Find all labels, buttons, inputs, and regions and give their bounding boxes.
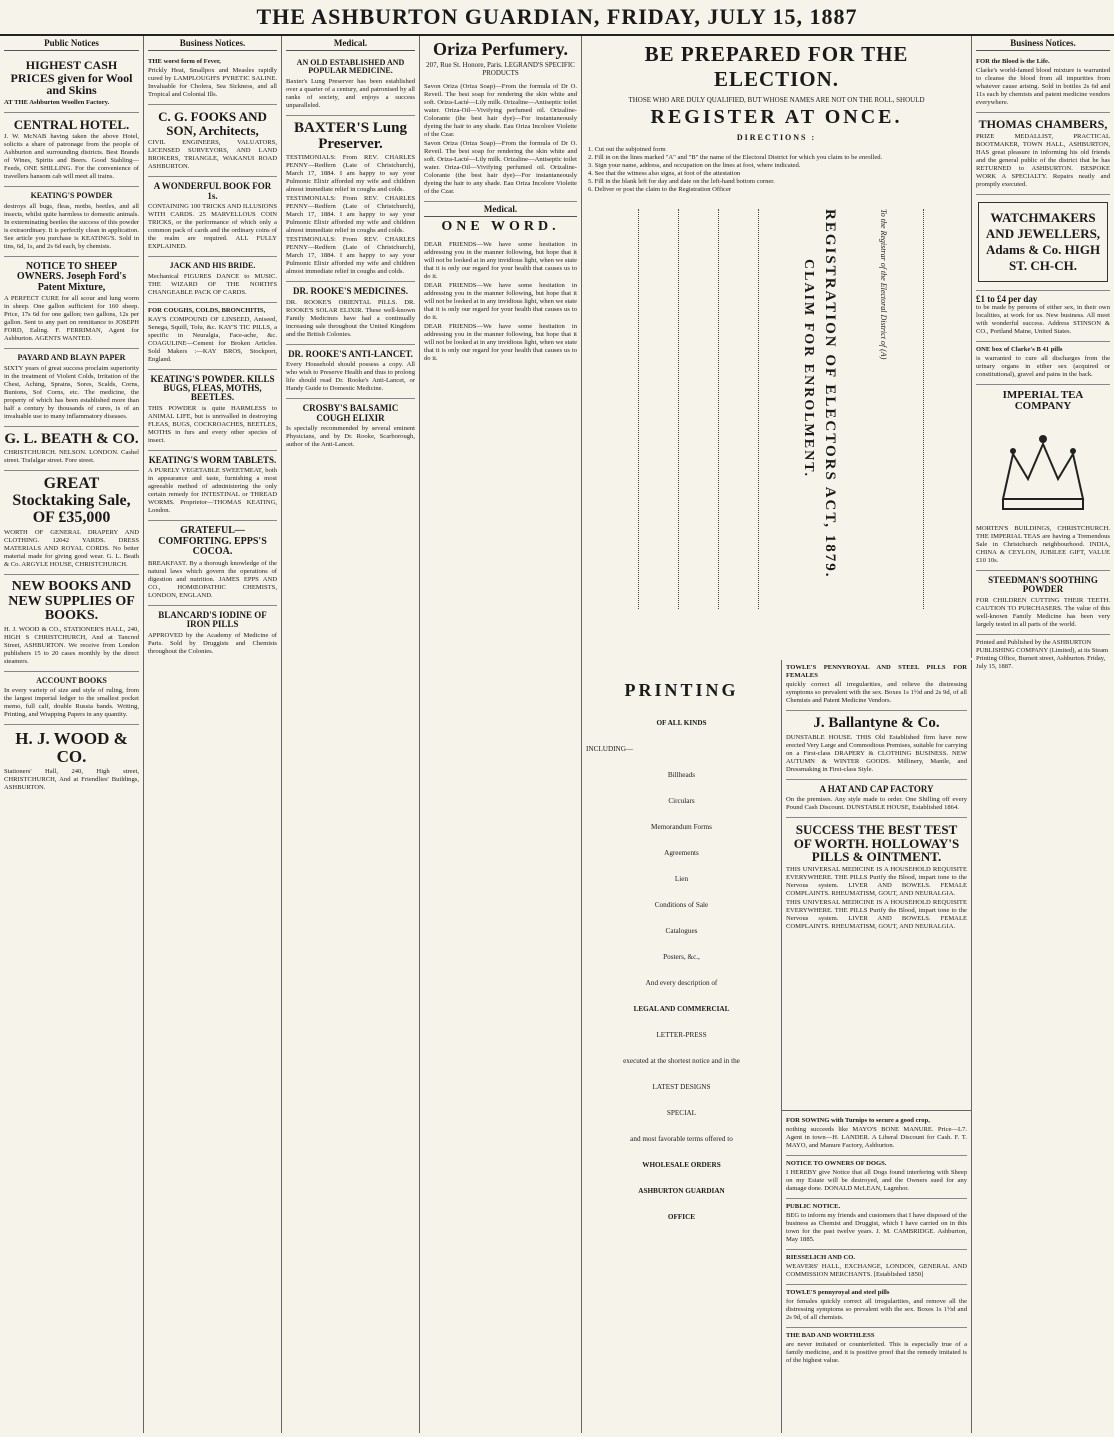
direction-item: 5. Fill in the blank left for day and date on the left-hand bottom corner. <box>588 178 775 185</box>
ad-body: WORTH OF GENERAL DRAPERY AND CLOTHING. 12042 YARDS. DRESS MATERIALS AND ROYAL CORDS. No better material made for giving good wear. G. L. Beath & Co. ARGYLE HOUSE, CHRISTCHURCH. <box>4 528 139 568</box>
form-dotted-line <box>678 209 680 609</box>
ad-worm-tablets <box>148 451 277 521</box>
ad-imperial-tea <box>976 385 1110 571</box>
form-title: REGISTRATION OF ELECTORS ACT, 1879. <box>822 209 838 579</box>
form-dotted-line <box>758 209 760 609</box>
ad-body: DR. ROOKE'S ORIENTAL PILLS. DR. ROOKE'S SOLAR ELIXIR. These well-known Family Medicines have had a continually increasing sale throughout the United Kingdom and the British Colonies. <box>286 298 415 338</box>
ad-title: KEATING'S POWDER <box>30 191 113 201</box>
column-medical <box>282 36 420 1433</box>
ad-title: CROSBY'S BALSAMIC COUGH ELIXIR <box>302 403 399 423</box>
ad-title: THOMAS CHAMBERS, <box>978 117 1108 131</box>
ad-title: THE BAD AND WORTHLESS <box>786 1332 875 1339</box>
one-word-title: ONE WORD. <box>441 218 560 234</box>
ad-title: A HAT AND CAP FACTORY <box>819 783 934 794</box>
ad-body: to be made by persons of either sex, in their own localities, at work for us. New business. All meet with wonderful success. Address STINSON & CO., Portland Maine, United States. <box>976 303 1110 335</box>
printing-line: and most favorable terms offered to <box>630 1135 733 1143</box>
form-dotted-line <box>638 209 640 609</box>
ad-title: AN OLD ESTABLISHED AND POPULAR MEDICINE. <box>296 58 405 76</box>
ad-body: FOR CHILDREN CUTTING THEIR TEETH. CAUTION TO PURCHASERS. The value of this well-known Family Medicine has been very largely tested in all parts of the world. <box>976 596 1110 628</box>
ad-towle-pills <box>786 660 967 711</box>
ad-new-books <box>4 575 139 672</box>
ad-body: Clarke's world-famed blood mixture is warranted to cleanse the blood from all impurities from whatever cause arising. Sold in bottles 2s 6d and 11s each by chemists and patent medicine vendors everywhere. <box>976 67 1110 106</box>
ad-title: GRATEFUL—COMFORTING. EPPS'S COCOA. <box>158 525 267 558</box>
ad-payard-paper <box>4 349 139 426</box>
ad-title: RIESSELICH AND CO. <box>786 1254 856 1261</box>
ad-body: In every variety of size and style of ruling, from the largest imperial ledger to the smallest pocket memo, full calf, double Russia bands. Writing, Printing, and Wrapping Papers in any quantity. <box>4 687 139 719</box>
printing-line: Lien <box>674 875 689 883</box>
column-header: Business Notices. <box>976 36 1110 51</box>
ad-title: NEW BOOKS AND NEW SUPPLIES OF BOOKS. <box>8 578 135 624</box>
crown-emblem-icon <box>983 419 1103 519</box>
printing-line: Conditions of Sale <box>654 901 709 909</box>
ad-title: BAXTER'S Lung Preserver. <box>294 119 407 152</box>
ad-body: BREAKFAST. By a thorough knowledge of the natural laws which govern the operations of digestion and nutrition. JAMES EPPS AND CO., HOMŒOPATHIC CHEMISTS, LONDON, ENGLAND. <box>148 559 277 599</box>
ad-public-notice <box>786 1199 967 1250</box>
ad-mayo-manure <box>786 1113 967 1156</box>
printing-line: ASHBURTON GUARDIAN <box>638 1187 725 1195</box>
ad-body: Stationers' Hall, 240, High street, CHRISTCHURCH, And at Friendlies' Buildings, ASHBURTON. <box>4 767 139 791</box>
masthead-title: THE ASHBURTON GUARDIAN, FRIDAY, JULY 15, 1887 <box>256 4 858 29</box>
ad-body: SIXTY years of great success proclaim superiority in the treatment of Violent Colds, Irritation of the Chest, Aching, Sprains, Sores, Scalds, Corns, Bunions, Sof Corns, etc. The medicine, the property of which has been established more than half a century by thousands of cures, is of an invaluable use to many inflammatory diseases. <box>4 364 139 420</box>
ad-title: £1 to £4 per day <box>976 293 1038 304</box>
printing-line: SPECIAL <box>666 1109 697 1117</box>
ad-chambers <box>976 113 1110 195</box>
printing-line: INCLUDING— <box>586 745 634 753</box>
imprint: Printed and Published by the ASHBURTON PUBLISHING COMPANY (Limited), at its Steam Printing Office, Burnett street, Ashburton. Friday, July 15, 1887. <box>976 638 1109 670</box>
ad-title: DR. ROOKE'S MEDICINES. <box>292 286 409 297</box>
column-header: Medical. <box>286 36 415 51</box>
direction-item: 1. Cut out the subjoined form <box>588 146 666 153</box>
ad-blancard <box>148 606 277 661</box>
ad-body: I HEREBY give Notice that all Dogs found interfering with Sheep on my Estate will be destroyed, and the Owners sued for any damage done. DONALD McLEAN, Lagmhor. <box>786 1169 967 1192</box>
ad-body: nothing succeeds like MAYO'S BONE MANURE. Price—L7. Agent in town—H. LANDER. A Liberal Discount for Cash. F. T. MAYO, and Manure Factory, Ashburton. <box>786 1126 967 1149</box>
election-notice <box>582 36 972 658</box>
ad-body: TESTIMONIALS: From REV. CHARLES PENNY—Redfern (Late of Christchurch), March 17, 1884. I am happy to say your Pulmonic Elixir afforded my wife and children almost immediate relief in coughs and colds. <box>286 154 415 194</box>
ad-title: FOR COUGHS, COLDS, BRONCHITIS, <box>148 306 266 314</box>
ad-title: FOR the Blood is the Life. <box>976 58 1050 65</box>
ad-keatings-powder <box>4 187 139 256</box>
ad-fooks-architects <box>148 105 277 177</box>
election-intro: THOSE WHO ARE DULY QUALIFIED, BUT WHOSE NAMES ARE NOT ON THE ROLL, SHOULD <box>628 96 925 104</box>
ad-body: CIVIL ENGINEERS, VALUATORS, LICENSED SURVEYORS, AND LAND BROKERS, TRIANGLE, WAKANUI ROAD ASHBURTON. <box>148 139 277 171</box>
ad-bad-worthless <box>786 1328 967 1370</box>
ad-keatings-kills <box>148 370 277 451</box>
ad-body: On the premises. Any style made to order. One Shilling off every Pound Cash Discount. DUNSTABLE HOUSE, Established 1864. <box>786 796 967 812</box>
ad-body: Every Household should possess a copy. All who wish to Preserve Health and thus to prolong life should read Dr. Rooke's Anti-Lancet, or Handy Guide to Domestic Medicine. <box>286 361 415 393</box>
ad-body: for females quickly correct all irregularities, and remove all the distressing symptoms so prevalent with the sex. Boxes 1s 1½d and 2s 9d, of all chemists. <box>786 1298 967 1321</box>
ad-title: SUCCESS THE BEST TEST OF WORTH. HOLLOWAY'S PILLS & OINTMENT. <box>793 822 960 865</box>
ad-body: are never imitated or counterfeited. This is especially true of a family medicine, and it is positive proof that the remedy imitated is of the highest value. <box>786 1341 967 1364</box>
ad-clarke-blood <box>976 54 1110 113</box>
ad-title: DR. ROOKE'S ANTI-LANCET. <box>288 348 413 359</box>
ad-title: H. J. WOOD & CO. <box>15 729 128 767</box>
ad-wood-footer <box>4 725 139 797</box>
ad-adams-jewellers <box>976 195 1110 291</box>
ad-jack-bride <box>148 257 277 302</box>
ad-body: is warranted to cure all discharges from the urinary organs in either sex (acquired or constitutional), gravel and pains in the back. <box>976 354 1110 378</box>
ad-rooke-medicines <box>286 282 415 344</box>
ad-crosby-elixir <box>286 399 415 454</box>
ad-body: destroys all bugs, fleas, moths, beetles, and all insects, whilst quite harmless to domestic animals. In exterminating beetles the success of this powder is extraordinary. It is perfectly clean in application. See article you purchase is KEATING'S. Sold in tins, 6d, 1s, and 2s 6d each, by chemists. <box>4 202 139 250</box>
ad-stocktaking-sale <box>4 471 139 574</box>
ad-body: BEG to inform my friends and customers that I have disposed of the business as Chemist and Druggist, which I have carried on in this town for the past twelve years. J. M. CAMBRIDGE. Ashburton, May 1885. <box>786 1212 967 1243</box>
ad-body: THIS UNIVERSAL MEDICINE IS A HOUSEHOLD REQUISITE EVERYWHERE. THE PILLS Purify the Blood, impart tone to the Nervous system. LIVER AND BOWELS. FEMALE COMPLAINTS. RHEUMATISM, GOUT, AND NEURALGIA. <box>786 866 967 898</box>
ad-body: H. J. WOOD & CO., STATIONER'S HALL, 240, HIGH S CHRISTCHURCH, And at Tancred Street, ASHBURTON. We receive from London publishers 15 to 20 cases monthly by the direct steamers. <box>4 625 139 665</box>
ad-account-books <box>4 672 139 725</box>
form-dotted-line <box>923 209 925 609</box>
oriza-title: Oriza Perfumery. <box>433 39 568 59</box>
ad-body-extra: TESTIMONIALS: From REV. CHARLES PENNY—Redfern (Late of Christchurch), March 17, 1884. I am happy to say your Pulmonic Elixir afforded my wife and children almost immediate relief in coughs and colds. <box>286 236 415 276</box>
ad-body-extra: DEAR FRIENDS—We have some hesitation in addressing you in the manner following, but hope that it will not be looked at in any invidious light, when we state that it is only our regard for your health that causes us to do it. <box>424 322 577 362</box>
ad-body: PRIZE MEDALLIST, PRACTICAL BOOTMAKER, TOWN HALL, ASHBURTON, HAS great pleasure in informing his old friends and the general public of the district that he has RETURNED to ASHBURTON. BESPOKE WORK A SPECIALTY. Repairs neatly and promptly executed. <box>976 132 1110 188</box>
ad-one-word <box>424 237 577 368</box>
masthead <box>0 0 1114 36</box>
ad-body: MORTEN'S BUILDINGS, CHRISTCHURCH. THE IMPERIAL TEAS are having a Tremendous Sale in Christchurch neighbourhood. INDIA, CHINA & CEYLON, JUBILEE GIFT, VALUE £10 10s. <box>976 524 1110 564</box>
printing-line: LEGAL AND COMMERCIAL <box>633 1005 730 1013</box>
ad-title: TOWLE'S pennyroyal and steel pills <box>786 1289 890 1296</box>
direction-item: 3. Sign your name, address, and occupation on the lines at foot, where indicated. <box>588 162 801 169</box>
ad-title: WATCHMAKERS AND JEWELLERS, Adams & Co. HIGH ST. CH-CH. <box>985 209 1101 273</box>
ad-earn-money <box>976 291 1110 342</box>
ad-title: ONE box of Clarke's B 41 pills <box>976 345 1063 353</box>
printing-line: LATEST DESIGNS <box>652 1083 711 1091</box>
ad-title: KEATING'S WORM TABLETS. <box>148 454 277 465</box>
form-to: To the Registrar of the Electoral District of (A) <box>879 209 888 360</box>
ad-body: Prickly Heat, Smallpox and Measles rapidly cured by LAMPLOUGH'S PYRETIC SALINE. Invaluable for Cholera, Sea Sickness, and all Tropical and Colonial Ills. <box>148 67 277 98</box>
ad-title: A WONDERFUL BOOK FOR 1s. <box>153 181 272 201</box>
ad-wonderful-book <box>148 177 277 257</box>
printing-line: Agreements <box>664 849 699 857</box>
directions-header: DIRECTIONS : <box>736 133 817 142</box>
ad-central-hotel <box>4 113 139 188</box>
ad-body: Savon Oriza (Oriza Soap)—From the formula of Dr O. Reveil. The best soap for rendering the skin white and soft. Oriza-Lacté—Lily milk. Orizaline—Antiseptic toilet water. Oriza-Oil—Vivifying perfumed oil. Orizaline-Colorante (the best hair dye)—For instantaneously dyeing the hair to any shade. Eau Oriza Incolore Violette of the Czar. <box>424 82 577 138</box>
ad-body: DEAR FRIENDS—We have some hesitation in addressing you in the manner following, but hope that it will not be looked at in any invidious light, when we state that it is only our regard for your health that causes us to do it. <box>424 240 577 280</box>
ad-title: CENTRAL HOTEL. <box>13 116 130 132</box>
column-business-notices <box>144 36 282 1433</box>
ad-title: PUBLIC NOTICE. <box>786 1203 841 1210</box>
ad-body: CONTAINING 100 TRICKS AND ILLUSIONS WITH CARDS. 25 MARVELLOUS COIN TRICKS, or the performance of which only a common pack of cards and the ordinary coins of the realm are required. ALL FULLY EXPLAINED. <box>148 203 277 251</box>
ad-body: CHRISTCHURCH. NELSON. LONDON. Cashel street. Trafalgar street. Fore street. <box>4 449 139 465</box>
ad-body: A PERFECT CURE for all scour and lung worm in sheep. One gallon sufficient for 160 sheep. Price, 17s 6d for one gallon; two gallons, 12s per gallon. Sent to any part on remittance to JOSEPH FORD, Ealing. F. FERRIMAN, Agent for Ashburton. AGENTS WANTED. <box>4 295 139 343</box>
ad-body-extra: THIS UNIVERSAL MEDICINE IS A HOUSEHOLD REQUISITE EVERYWHERE. THE PILLS Purify the Blood, impart tone to the Nervous system. LIVER AND BOWELS. FEMALE COMPLAINTS. RHEUMATISM, GOUT, AND NEURALGIA. <box>786 899 967 931</box>
ad-title: STEEDMAN'S SOOTHING POWDER <box>988 574 1098 595</box>
printing-line: Billheads <box>667 771 696 779</box>
ad-towle-steel <box>786 1285 967 1328</box>
directions-list <box>588 146 965 193</box>
ad-title: C. G. FOOKS AND SON, Architects, <box>158 109 267 138</box>
ad-lamplough <box>148 54 277 105</box>
printing-line: LETTER-PRESS <box>656 1031 707 1039</box>
ad-title: FOR SOWING with Turnips to secure a good crop, <box>786 1117 930 1124</box>
column-mixed-b <box>782 1110 972 1433</box>
direction-item: 4. See that the witness also signs, at foot of the attestation <box>588 170 741 177</box>
ad-wool-skins <box>4 54 139 113</box>
ad-old-medicine <box>286 54 415 116</box>
column-header: Business Notices. <box>148 36 277 51</box>
ad-riesselich <box>786 1250 967 1285</box>
ad-title: GREAT Stocktaking Sale, OF £35,000 <box>12 475 131 527</box>
ad-body: Is specially recommended by several eminent Physicians, and by Dr. Rooke, Scarborough, author of the Anti-Lancet. <box>286 425 415 449</box>
printing-line: Catalogues <box>665 927 698 935</box>
printing-line: Memorandum Forms <box>651 823 712 831</box>
ad-title: HIGHEST CASH PRICES given for Wool and Skins <box>10 58 133 98</box>
ad-body-extra: Savon Oriza (Oriza Soap)—From the formula of Dr O. Reveil. The best soap for rendering the skin white and soft. Oriza-Lacté—Lily milk. Orizaline—Antiseptic toilet water. Oriza-Oil—Vivifying perfumed oil. Orizaline-Colorante (the best hair dye)—For instantaneously dyeing the hair to any shade. Eau Oriza Incolore Violette of the Czar. <box>424 139 577 195</box>
form-dotted-line <box>718 209 720 609</box>
ad-body: KAY'S COMPOUND OF LINSEED, Aniseed, Senega, Squill, Tolu, &c. KAY'S TIC PILLS, a specific in Neuralgia, Face-ache, &c. COAGULINE—Cement for Broken Articles. Sold Makers :—KAY BROS, Stockport, England. <box>148 315 277 363</box>
column-header: Public Notices <box>4 36 139 51</box>
ad-body: AT THE Ashburton Woollen Factory. <box>4 98 110 106</box>
ad-steedman <box>976 571 1110 635</box>
election-title: BE PREPARED FOR THE ELECTION. <box>644 42 909 91</box>
ad-body: A PURELY VEGETABLE SWEETMEAT, both in appearance and taste, furnishing a most agreeable method of administering the only certain remedy for INTESTINAL or THREAD WORMS. Proprietor—THOMAS KEATING, London. <box>148 467 277 515</box>
ad-body: Mechanical FIGURES DANCE to MUSIC. THE WIZARD OF THE NORTH'S CHANGEABLE PACK OF CARDS. <box>148 272 277 296</box>
ad-baxter-lung <box>286 116 415 283</box>
ad-title: ACCOUNT BOOKS <box>36 675 107 685</box>
ad-title: BLANCARD'S IODINE OF IRON PILLS <box>158 609 267 630</box>
ad-title: JACK AND HIS BRIDE. <box>169 261 256 271</box>
oriza-subtitle: 207, Rue St. Honore, Paris. LEGRAND'S SPECIFIC PRODUCTS <box>426 60 575 77</box>
printing-line: WHOLESALE ORDERS <box>642 1161 721 1169</box>
ad-title: TOWLE'S PENNYROYAL AND STEEL PILLS FOR FEMALES <box>786 664 967 679</box>
column-oriza <box>420 36 582 1433</box>
ad-body: Baxter's Lung Preserver has been established over a quarter of a century, and patronised by all ranks of society, and enjoys a success unparalleled. <box>286 77 415 109</box>
ad-rooke-anti-lancet <box>286 345 415 399</box>
column-business-right <box>972 36 1114 1433</box>
ad-clarke-pills <box>976 342 1110 385</box>
printing-line: OF ALL KINDS <box>656 719 707 727</box>
ad-title: THE worst form of Fever, <box>148 58 221 65</box>
ad-oriza-body <box>424 79 577 202</box>
printing-line: Circulars <box>668 797 695 805</box>
ad-joseph-ford <box>4 257 139 350</box>
printing-line: OFFICE <box>667 1213 696 1221</box>
ad-dogs-notice <box>786 1156 967 1199</box>
direction-item: 6. Deliver or post the claim to the Registration Officer <box>588 186 732 193</box>
ad-kay-bros <box>148 303 277 370</box>
medical-header: Medical. <box>424 202 577 217</box>
printing-notice <box>582 660 782 1433</box>
ad-ballantyne <box>786 711 967 780</box>
ad-beath-header <box>4 427 139 472</box>
ad-body: THIS POWDER is quite HARMLESS to ANIMAL LIFE, but is unrivalled in destroying FLEAS, BUGS, COCKROACHES, BEETLES, MOTHS in furs and every other species of insect. <box>148 404 277 444</box>
printing-line: And every description of <box>645 979 718 987</box>
election-subtitle: REGISTER AT ONCE. <box>650 106 903 128</box>
ad-title: NOTICE TO OWNERS OF DOGS. <box>786 1160 887 1167</box>
printing-line: executed at the shortest notice and in the <box>623 1057 740 1065</box>
ad-body: J. W. McNAB having taken the above Hotel, solicits a share of patronage from the people of Ashburton and surrounding districts. Best Brands of Wines, Spirits and Beers. Good Stabling—Feeds, ONE SHILLING. For the convenience of travellers hansom cab will meet all trains. <box>4 133 139 181</box>
adams-emblem <box>978 202 1108 282</box>
form-subtitle: CLAIM FOR ENROLMENT. <box>801 259 816 479</box>
ad-title: IMPERIAL TEA COMPANY <box>1002 388 1084 413</box>
column-public-notices <box>0 36 144 1433</box>
printing-title: PRINTING <box>624 680 739 700</box>
ad-holloway <box>786 818 967 936</box>
ad-hat-factory <box>786 780 967 818</box>
ad-title: J. Ballantyne & Co. <box>813 715 940 731</box>
ad-body-extra: TESTIMONIALS: From REV. CHARLES PENNY—Redfern (Late of Christchurch), March 17, 1884. I am happy to say your Pulmonic Elixir afforded my wife and children almost immediate relief in coughs and colds. <box>286 195 415 235</box>
ad-title: KEATING'S POWDER. KILLS BUGS, FLEAS, MOTHS, BEETLES. <box>150 373 275 403</box>
ad-title: NOTICE TO SHEEP OWNERS. Joseph Ford's Patent Mixture, <box>16 260 127 293</box>
direction-item: 2. Fill in on the lines marked "A" and "B" the name of the Electoral District for which you claim to be enrolled. <box>588 154 883 161</box>
ad-epps-cocoa <box>148 521 277 606</box>
ad-title: G. L. BEATH & CO. <box>4 430 139 447</box>
ad-body: APPROVED by the Academy of Medicine of Paris. Sold by Druggists and Chemists throughout the Colonies. <box>148 631 277 655</box>
ad-body: WEAVERS' HALL, EXCHANGE, LONDON, GENERAL AND COMMISSION MERCHANTS. [Established 1850] <box>786 1263 967 1278</box>
claim-form[interactable] <box>588 199 965 629</box>
ad-body: quickly correct all irregularities, and relieve the distressing symptoms so prevalent with the sex. Boxes 1s 1½d and 2s 9d, of all Chemists and Patent Medicine Vendors. <box>786 681 967 704</box>
ad-body: DUNSTABLE HOUSE. THIS Old Established firm have now erected Very Large and Commodious Premises, suitable for carrying on a First-class DRAPERY & CLOTHING BUSINESS. NEW AUTUMN & WINTER GOODS. Millinery, Mantle, and Dressmaking in First-class Style. <box>786 733 967 773</box>
printing-line: Posters, &c., <box>663 953 700 961</box>
ad-body-extra: DEAR FRIENDS—We have some hesitation in addressing you in the manner following, but hope that it will not be looked at in any invidious light, when we state that it is only our regard for your health that causes us to do it. <box>424 281 577 321</box>
ad-title: PAYARD AND BLAYN PAPER <box>17 353 126 363</box>
